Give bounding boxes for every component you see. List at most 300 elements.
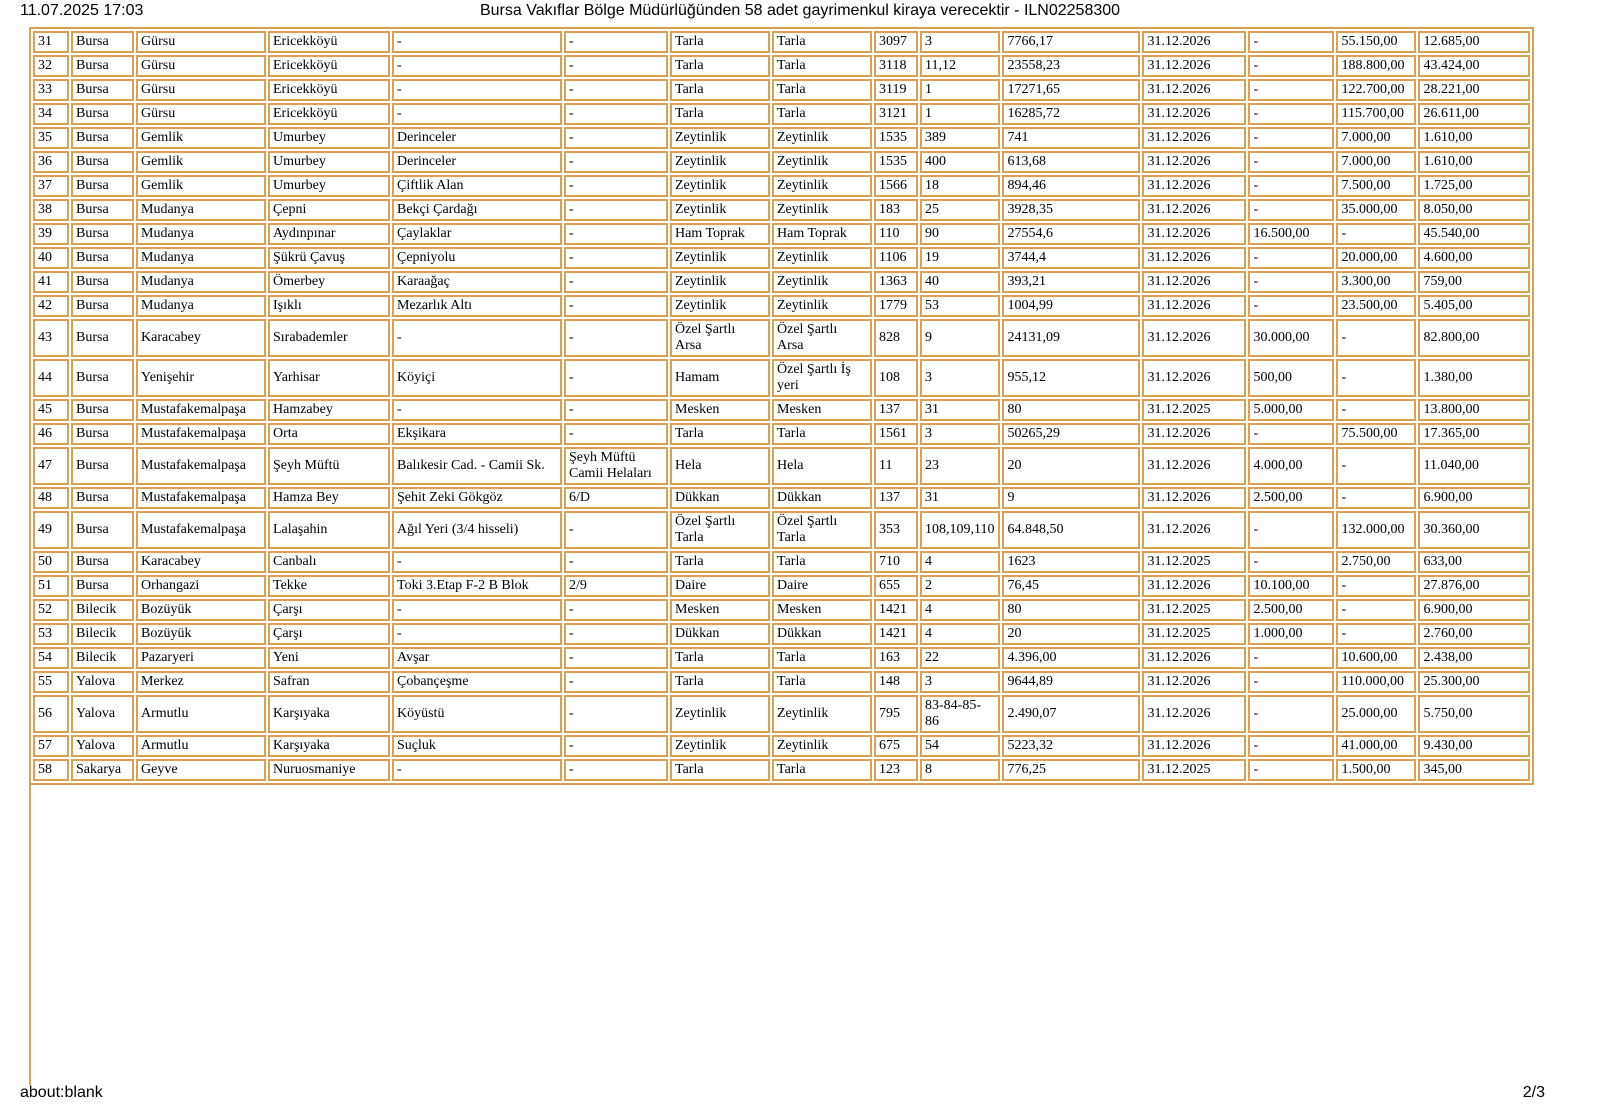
table-cell: Bursa <box>71 151 134 173</box>
table-cell: 39 <box>33 223 69 245</box>
table-cell: 54 <box>33 647 69 669</box>
table-row <box>33 399 1530 421</box>
table-cell: Safran <box>268 671 390 693</box>
table-cell: Özel Şartlı Arsa <box>670 319 770 357</box>
table-cell: Tarla <box>772 671 872 693</box>
table-cell: 2.490,07 <box>1002 695 1140 733</box>
table-cell: 1561 <box>874 423 918 445</box>
table-cell: 2.750,00 <box>1336 551 1416 573</box>
table-cell: 90 <box>920 223 1000 245</box>
table-cell: 3 <box>920 359 1000 397</box>
table-cell: 400 <box>920 151 1000 173</box>
table-cell: 13.800,00 <box>1418 399 1530 421</box>
table-cell: - <box>1336 319 1416 357</box>
table-cell: 27554,6 <box>1002 223 1140 245</box>
table-cell: 80 <box>1002 599 1140 621</box>
table-cell: Şeyh Müftü <box>268 447 390 485</box>
table-cell: Mesken <box>670 599 770 621</box>
table-cell: 2.438,00 <box>1418 647 1530 669</box>
table-cell: Tarla <box>772 55 872 77</box>
table-cell: Bursa <box>71 271 134 293</box>
table-cell: Ham Toprak <box>670 223 770 245</box>
table-cell: Zeytinlik <box>670 735 770 757</box>
table-cell: 1421 <box>874 599 918 621</box>
table-cell: Pazaryeri <box>136 647 266 669</box>
table-cell: - <box>1248 551 1334 573</box>
table-cell: Bursa <box>71 551 134 573</box>
table-cell: 353 <box>874 511 918 549</box>
table-cell: Bilecik <box>71 623 134 645</box>
table-cell: Hamza Bey <box>268 487 390 509</box>
table-cell: 31.12.2026 <box>1142 447 1246 485</box>
table-cell: Bursa <box>71 295 134 317</box>
table-cell: - <box>1248 735 1334 757</box>
table-cell: 31.12.2025 <box>1142 551 1246 573</box>
table-cell: 710 <box>874 551 918 573</box>
table-cell: 3744,4 <box>1002 247 1140 269</box>
table-cell: Mustafakemalpaşa <box>136 399 266 421</box>
table-cell: - <box>564 319 668 357</box>
table-cell: Karşıyaka <box>268 735 390 757</box>
table-row <box>33 247 1530 269</box>
table-cell: 76,45 <box>1002 575 1140 597</box>
table-cell: 1.610,00 <box>1418 151 1530 173</box>
table-cell: - <box>564 359 668 397</box>
table-cell: 183 <box>874 199 918 221</box>
table-cell: Bozüyük <box>136 599 266 621</box>
table-cell: 137 <box>874 399 918 421</box>
table-cell: 655 <box>874 575 918 597</box>
table-row <box>33 271 1530 293</box>
table-cell: 23 <box>920 447 1000 485</box>
table-cell: - <box>1248 55 1334 77</box>
table-cell: 58 <box>33 759 69 781</box>
table-cell: - <box>1336 359 1416 397</box>
table-cell: 795 <box>874 695 918 733</box>
table-row <box>33 487 1530 509</box>
table-cell: 41.000,00 <box>1336 735 1416 757</box>
table-row <box>33 511 1530 549</box>
table-cell: Köyiçi <box>392 359 562 397</box>
table-cell: 5.000,00 <box>1248 399 1334 421</box>
table-row <box>33 647 1530 669</box>
table-cell: Orhangazi <box>136 575 266 597</box>
table-row <box>33 175 1530 197</box>
table-row <box>33 671 1530 693</box>
table-cell: Yenişehir <box>136 359 266 397</box>
table-cell: - <box>1248 295 1334 317</box>
table-row <box>33 199 1530 221</box>
table-cell: 31.12.2026 <box>1142 735 1246 757</box>
table-cell: 110 <box>874 223 918 245</box>
table-cell: - <box>564 511 668 549</box>
table-cell: 30.360,00 <box>1418 511 1530 549</box>
table-cell: 12.685,00 <box>1418 31 1530 53</box>
table-cell: - <box>1248 127 1334 149</box>
table-cell: 3928,35 <box>1002 199 1140 221</box>
table-cell: 31.12.2026 <box>1142 671 1246 693</box>
table-cell: Çepniyolu <box>392 247 562 269</box>
table-cell: - <box>564 31 668 53</box>
table-cell: - <box>392 79 562 101</box>
table-cell: 35 <box>33 127 69 149</box>
table-cell: - <box>564 623 668 645</box>
table-cell: - <box>1336 599 1416 621</box>
table-cell: Tarla <box>772 79 872 101</box>
table-cell: 31.12.2026 <box>1142 31 1246 53</box>
table-cell: - <box>392 103 562 125</box>
table-cell: Bursa <box>71 511 134 549</box>
table-cell: Umurbey <box>268 127 390 149</box>
table-cell: 30.000,00 <box>1248 319 1334 357</box>
table-cell: 25 <box>920 199 1000 221</box>
table-cell: 393,21 <box>1002 271 1140 293</box>
table-row <box>33 31 1530 53</box>
table-cell: Zeytinlik <box>670 199 770 221</box>
table-cell: 40 <box>920 271 1000 293</box>
table-cell: Tarla <box>772 31 872 53</box>
table-cell: 27.876,00 <box>1418 575 1530 597</box>
table-cell: Ericekköyü <box>268 55 390 77</box>
table-cell: 20.000,00 <box>1336 247 1416 269</box>
table-cell: 31.12.2025 <box>1142 759 1246 781</box>
table-cell: 108,109,110 <box>920 511 1000 549</box>
table-cell: 55.150,00 <box>1336 31 1416 53</box>
table-cell: 11,12 <box>920 55 1000 77</box>
table-cell: Armutlu <box>136 735 266 757</box>
table-cell: 4 <box>920 599 1000 621</box>
table-cell: 1421 <box>874 623 918 645</box>
table-cell: Toki 3.Etap F-2 B Blok <box>392 575 562 597</box>
table-cell: 9.430,00 <box>1418 735 1530 757</box>
table-cell: 46 <box>33 423 69 445</box>
table-cell: 43 <box>33 319 69 357</box>
table-cell: Tarla <box>772 759 872 781</box>
table-cell: Bursa <box>71 79 134 101</box>
table-cell: 32 <box>33 55 69 77</box>
table-cell: Şükrü Çavuş <box>268 247 390 269</box>
table-cell: 22 <box>920 647 1000 669</box>
table-cell: 19 <box>920 247 1000 269</box>
table-cell: Derinceler <box>392 151 562 173</box>
table-cell: Tarla <box>670 55 770 77</box>
table-cell: Umurbey <box>268 175 390 197</box>
table-cell: 38 <box>33 199 69 221</box>
table-cell: - <box>1248 103 1334 125</box>
table-cell: 6.900,00 <box>1418 599 1530 621</box>
table-cell: Avşar <box>392 647 562 669</box>
table-cell: Mudanya <box>136 223 266 245</box>
table-cell: Yeni <box>268 647 390 669</box>
table-cell: 80 <box>1002 399 1140 421</box>
table-cell: 1.725,00 <box>1418 175 1530 197</box>
table-cell: Daire <box>670 575 770 597</box>
table-cell: 894,46 <box>1002 175 1140 197</box>
table-cell: 10.600,00 <box>1336 647 1416 669</box>
table-cell: 1 <box>920 103 1000 125</box>
table-cell: - <box>564 223 668 245</box>
table-cell: Zeytinlik <box>670 271 770 293</box>
table-cell: 1106 <box>874 247 918 269</box>
table-cell: 34 <box>33 103 69 125</box>
table-cell: 1566 <box>874 175 918 197</box>
table-row <box>33 295 1530 317</box>
table-cell: 31.12.2026 <box>1142 103 1246 125</box>
table-cell: Tarla <box>670 647 770 669</box>
table-cell: - <box>392 551 562 573</box>
table-cell: Yalova <box>71 671 134 693</box>
table-cell: - <box>1248 79 1334 101</box>
table-row <box>33 359 1530 397</box>
table-cell: 3118 <box>874 55 918 77</box>
table-cell: 31.12.2026 <box>1142 575 1246 597</box>
table-cell: 47 <box>33 447 69 485</box>
table-cell: - <box>564 271 668 293</box>
table-cell: 132.000,00 <box>1336 511 1416 549</box>
table-cell: 8 <box>920 759 1000 781</box>
table-cell: - <box>564 55 668 77</box>
table-cell: - <box>564 247 668 269</box>
table-cell: Dükkan <box>670 487 770 509</box>
table-cell: 3097 <box>874 31 918 53</box>
table-cell: 44 <box>33 359 69 397</box>
table-cell: - <box>392 319 562 357</box>
table-cell: 1535 <box>874 127 918 149</box>
table-cell: 18 <box>920 175 1000 197</box>
table-cell: - <box>1248 423 1334 445</box>
table-cell: Nuruosmaniye <box>268 759 390 781</box>
table-cell: - <box>564 599 668 621</box>
table-cell: 11.040,00 <box>1418 447 1530 485</box>
table-cell: 31.12.2026 <box>1142 223 1246 245</box>
table-cell: Tarla <box>670 551 770 573</box>
table-cell: Karacabey <box>136 319 266 357</box>
table-cell: Lalaşahin <box>268 511 390 549</box>
table-cell: 31.12.2026 <box>1142 55 1246 77</box>
table-cell: 50 <box>33 551 69 573</box>
table-cell: - <box>392 55 562 77</box>
table-cell: Özel Şartlı Arsa <box>772 319 872 357</box>
table-cell: - <box>564 399 668 421</box>
table-cell: 1535 <box>874 151 918 173</box>
table-cell: Mustafakemalpaşa <box>136 511 266 549</box>
table-cell: 23.500,00 <box>1336 295 1416 317</box>
table-cell: - <box>564 647 668 669</box>
table-cell: 2/9 <box>564 575 668 597</box>
table-cell: 5.750,00 <box>1418 695 1530 733</box>
table-cell: Işıklı <box>268 295 390 317</box>
table-cell: 3 <box>920 31 1000 53</box>
footer-url: about:blank <box>20 1084 103 1101</box>
table-cell: - <box>564 295 668 317</box>
table-cell: 1004,99 <box>1002 295 1140 317</box>
table-cell: 3.300,00 <box>1336 271 1416 293</box>
table-cell: 345,00 <box>1418 759 1530 781</box>
table-cell: 188.800,00 <box>1336 55 1416 77</box>
table-cell: 3 <box>920 671 1000 693</box>
table-cell: 5.405,00 <box>1418 295 1530 317</box>
table-cell: Aydınpınar <box>268 223 390 245</box>
table-cell: Orta <box>268 423 390 445</box>
table-cell: Mudanya <box>136 247 266 269</box>
table-cell: 31.12.2025 <box>1142 623 1246 645</box>
table-cell: 5223,32 <box>1002 735 1140 757</box>
table-row <box>33 55 1530 77</box>
table-cell: 1.000,00 <box>1248 623 1334 645</box>
table-cell: Çiftlik Alan <box>392 175 562 197</box>
table-cell: 1363 <box>874 271 918 293</box>
table-cell: 123 <box>874 759 918 781</box>
table-cell: - <box>564 127 668 149</box>
table-cell: 31.12.2026 <box>1142 199 1246 221</box>
table-cell: 25.300,00 <box>1418 671 1530 693</box>
table-row <box>33 599 1530 621</box>
table-cell: Zeytinlik <box>670 295 770 317</box>
table-cell: - <box>392 623 562 645</box>
page-title: Bursa Vakıflar Bölge Müdürlüğünden 58 adet gayrimenkul kiraya verecektir - ILN02258300 <box>479 2 1121 19</box>
table-cell: 4.396,00 <box>1002 647 1140 669</box>
table-cell: Bursa <box>71 359 134 397</box>
table-cell: 28.221,00 <box>1418 79 1530 101</box>
table-cell: 31.12.2026 <box>1142 151 1246 173</box>
table-cell: Mesken <box>670 399 770 421</box>
table-cell: Zeytinlik <box>772 151 872 173</box>
table-cell: Tarla <box>670 79 770 101</box>
table-cell: Gürsu <box>136 79 266 101</box>
table-cell: 45 <box>33 399 69 421</box>
table-cell: Umurbey <box>268 151 390 173</box>
print-header <box>0 2 1600 22</box>
table-cell: - <box>564 551 668 573</box>
table-cell: - <box>564 199 668 221</box>
table-cell: Ham Toprak <box>772 223 872 245</box>
table-cell: Karaağaç <box>392 271 562 293</box>
table-cell: 122.700,00 <box>1336 79 1416 101</box>
table-cell: Merkez <box>136 671 266 693</box>
table-cell: 7.500,00 <box>1336 175 1416 197</box>
table-cell: 26.611,00 <box>1418 103 1530 125</box>
table-cell: Bursa <box>71 31 134 53</box>
table-cell: 31.12.2026 <box>1142 295 1246 317</box>
table-cell: Zeytinlik <box>670 127 770 149</box>
table-cell: 500,00 <box>1248 359 1334 397</box>
table-cell: Zeytinlik <box>670 695 770 733</box>
table-cell: Mudanya <box>136 199 266 221</box>
table-cell: 4.000,00 <box>1248 447 1334 485</box>
table-cell: Zeytinlik <box>772 127 872 149</box>
table-cell: Ericekköyü <box>268 31 390 53</box>
property-table-body <box>33 31 1530 781</box>
table-cell: Tekke <box>268 575 390 597</box>
property-listing-table <box>29 27 1534 785</box>
table-cell: Tarla <box>670 671 770 693</box>
table-row <box>33 695 1530 733</box>
table-row <box>33 423 1530 445</box>
table-cell: - <box>1248 271 1334 293</box>
table-cell: Gürsu <box>136 55 266 77</box>
table-cell: Özel Şartlı Tarla <box>670 511 770 549</box>
table-cell: 389 <box>920 127 1000 149</box>
table-cell: 52 <box>33 599 69 621</box>
table-cell: Balıkesir Cad. - Camii Sk. <box>392 447 562 485</box>
table-cell: - <box>564 79 668 101</box>
table-cell: Şehit Zeki Gökgöz <box>392 487 562 509</box>
table-cell: 7766,17 <box>1002 31 1140 53</box>
table-cell: - <box>564 735 668 757</box>
table-cell: Tarla <box>772 103 872 125</box>
table-row <box>33 79 1530 101</box>
table-cell: 31.12.2026 <box>1142 647 1246 669</box>
table-cell: 2.500,00 <box>1248 487 1334 509</box>
table-cell: Tarla <box>772 551 872 573</box>
table-cell: - <box>1248 151 1334 173</box>
table-cell: 50265,29 <box>1002 423 1140 445</box>
table-cell: 31 <box>920 399 1000 421</box>
table-cell: 31 <box>920 487 1000 509</box>
table-cell: 53 <box>33 623 69 645</box>
table-cell: Yalova <box>71 735 134 757</box>
table-cell: Bursa <box>71 127 134 149</box>
table-cell: Armutlu <box>136 695 266 733</box>
table-left-border-continuation <box>29 766 31 1085</box>
table-cell: 2.760,00 <box>1418 623 1530 645</box>
table-cell: Bursa <box>71 175 134 197</box>
table-row <box>33 551 1530 573</box>
table-cell: Zeytinlik <box>772 271 872 293</box>
table-cell: 35.000,00 <box>1336 199 1416 221</box>
table-row <box>33 575 1530 597</box>
table-cell: 43.424,00 <box>1418 55 1530 77</box>
table-cell: 8.050,00 <box>1418 199 1530 221</box>
footer-page-number: 2/3 <box>1522 1084 1545 1101</box>
table-cell: Hela <box>772 447 872 485</box>
table-cell: 31.12.2026 <box>1142 127 1246 149</box>
table-row <box>33 103 1530 125</box>
table-cell: Bursa <box>71 199 134 221</box>
table-cell: Gemlik <box>136 127 266 149</box>
table-cell: Zeytinlik <box>772 175 872 197</box>
table-cell: 31.12.2026 <box>1142 695 1246 733</box>
table-cell: 3 <box>920 423 1000 445</box>
table-cell: - <box>1336 399 1416 421</box>
table-cell: Dükkan <box>772 487 872 509</box>
table-cell: Bekçi Çardağı <box>392 199 562 221</box>
table-cell: Yarhisar <box>268 359 390 397</box>
table-cell: - <box>564 103 668 125</box>
table-row <box>33 319 1530 357</box>
table-cell: 31.12.2026 <box>1142 423 1246 445</box>
table-cell: 53 <box>920 295 1000 317</box>
table-cell: 3121 <box>874 103 918 125</box>
table-cell: - <box>1248 511 1334 549</box>
table-cell: 17271,65 <box>1002 79 1140 101</box>
table-cell: Çobançeşme <box>392 671 562 693</box>
table-cell: - <box>1336 575 1416 597</box>
table-cell: Hamam <box>670 359 770 397</box>
table-cell: Gemlik <box>136 175 266 197</box>
table-cell: Bursa <box>71 399 134 421</box>
table-cell: Tarla <box>670 31 770 53</box>
table-cell: 31.12.2026 <box>1142 487 1246 509</box>
table-cell: Karacabey <box>136 551 266 573</box>
table-cell: Bursa <box>71 55 134 77</box>
table-cell: - <box>1248 31 1334 53</box>
table-cell: 16.500,00 <box>1248 223 1334 245</box>
table-cell: Şeyh Müftü Camii Helaları <box>564 447 668 485</box>
table-cell: 36 <box>33 151 69 173</box>
table-cell: Gemlik <box>136 151 266 173</box>
table-cell: 11 <box>874 447 918 485</box>
